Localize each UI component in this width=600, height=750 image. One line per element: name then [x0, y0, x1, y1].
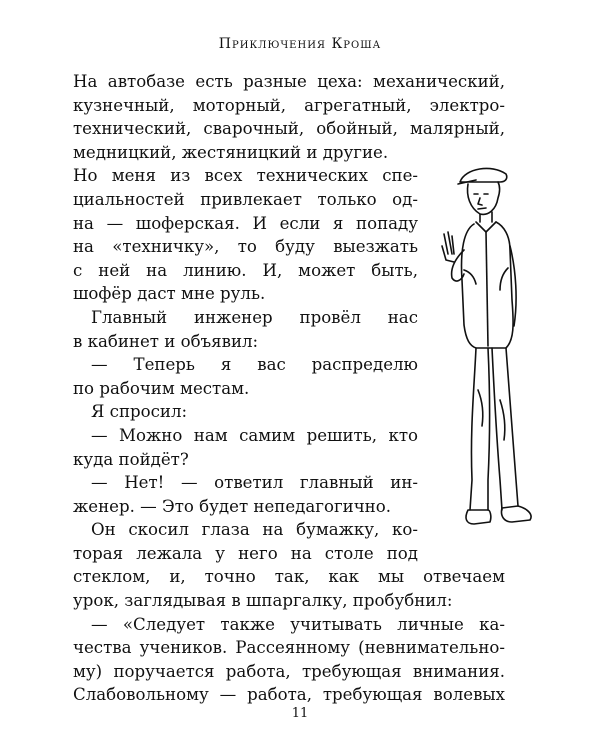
text-line: — «Следует также учитывать личные ка- — [91, 614, 505, 634]
text-line: торая лежала у него на столе под — [73, 543, 418, 563]
left-leg — [470, 348, 490, 510]
raised-hand — [442, 232, 454, 262]
text-line: с ней на линию. И, может быть, — [73, 260, 418, 280]
trouser-folds — [478, 390, 505, 440]
text-line: Я спросил: — [91, 402, 188, 422]
left-shoe — [466, 510, 491, 524]
text-line: шофёр даст мне руль. — [73, 284, 266, 304]
face-features — [474, 194, 488, 209]
jacket-opening — [486, 232, 488, 346]
text-line: — Теперь я вас распределю — [91, 355, 418, 375]
text-line: технический, сварочный, обойный, малярный, — [73, 119, 505, 139]
text-line: — Можно нам самим решить, кто — [91, 425, 418, 445]
man-in-cap-illustration — [430, 150, 540, 540]
text-line: на «техничку», то буду выезжать — [73, 237, 418, 257]
text-line: чества учеников. Рассеянному (невнимательно- — [73, 638, 505, 658]
text-line: Но меня из всех технических спе- — [73, 166, 418, 186]
cap-shape — [460, 168, 507, 182]
right-shoe — [501, 506, 531, 522]
text-line: кузнечный, моторный, агрегатный, электро- — [73, 95, 505, 115]
text-line: женер. — Это будет непедагогично. — [73, 496, 391, 516]
text-line: на — шоферская. И если я попаду — [73, 213, 418, 233]
head-outline — [468, 182, 500, 214]
text-line: На автобазе есть разные цеха: механический, — [73, 72, 505, 91]
collar — [476, 212, 496, 232]
text-line: в кабинет и объявил: — [73, 331, 259, 351]
text-line: куда пойдёт? — [73, 449, 189, 469]
text-line: урок, заглядывая в шпаргалку, пробубнил: — [73, 591, 453, 611]
text-line: циальностей привлекает только од- — [73, 189, 418, 209]
text-line: медницкий, жестяницкий и другие. — [73, 142, 389, 162]
text-line: му) поручается работа, требующая внимания. — [73, 661, 505, 681]
text-line: Он скосил глаза на бумажку, ко- — [91, 520, 418, 540]
page-number: 11 — [291, 706, 309, 721]
text-line: стеклом, и, точно так, как мы отвечаем — [73, 567, 505, 587]
text-line: — Нет! — ответил главный ин- — [91, 473, 418, 493]
running-header: Приключения Кроша — [218, 36, 382, 52]
text-line: по рабочим местам. — [73, 378, 250, 398]
text-line: Слабовольному — работа, требующая волевых — [73, 685, 505, 705]
text-line: Главный инженер провёл нас — [91, 307, 418, 327]
